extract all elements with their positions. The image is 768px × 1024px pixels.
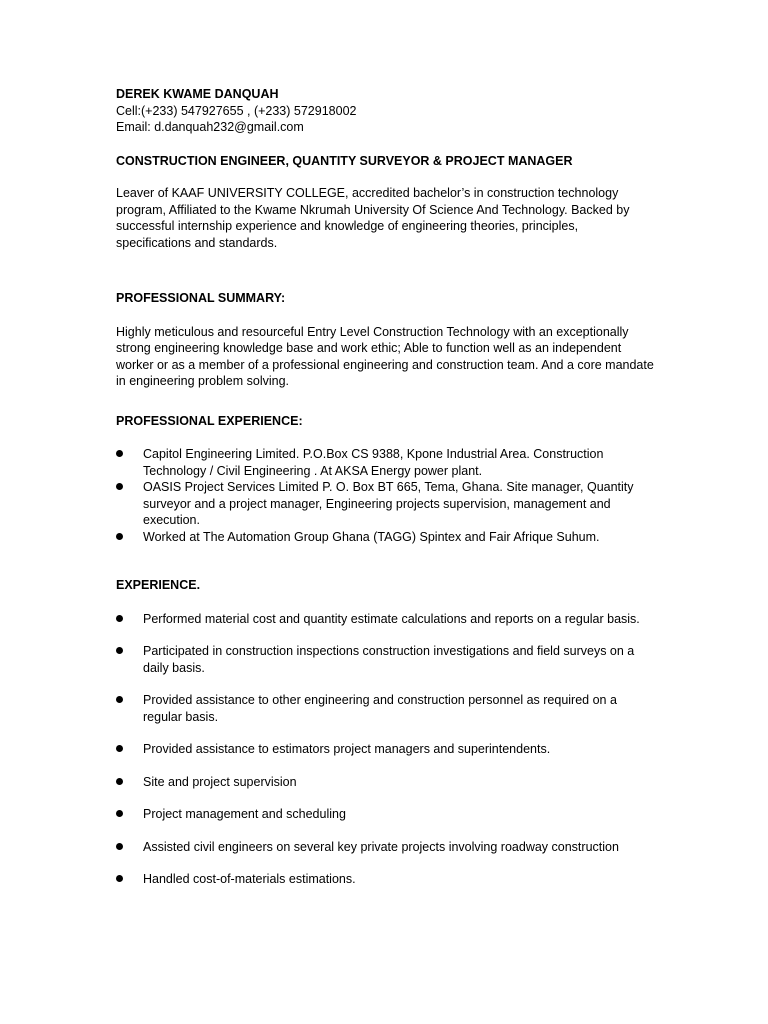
bullet-icon <box>116 843 123 850</box>
intro-paragraph: Leaver of KAAF UNIVERSITY COLLEGE, accredited bachelor’s in construction technology program, Affiliated to the Kwame Nkrumah University Of Science And Technology. Backed by successful internship experience and knowledge of engineering theories, principles, specifications and standards. <box>116 186 630 250</box>
list-item <box>116 774 656 791</box>
list-item-text: Handled cost-of-materials estimations. <box>143 872 356 886</box>
list-item-text: Provided assistance to estimators project managers and superintendents. <box>143 742 551 756</box>
list-item <box>116 871 656 888</box>
bullet-icon <box>116 745 123 752</box>
bullet-icon <box>116 810 123 817</box>
list-item <box>116 529 656 546</box>
bullet-icon <box>116 533 123 540</box>
professional-experience-heading: PROFESSIONAL EXPERIENCE: <box>116 413 303 428</box>
bullet-icon <box>116 483 123 490</box>
bullet-icon <box>116 778 123 785</box>
list-item <box>116 806 656 823</box>
list-item-text: Project management and scheduling <box>143 807 346 821</box>
bullet-icon <box>116 615 123 622</box>
list-item-text: Site and project supervision <box>143 774 297 789</box>
list-item <box>116 741 656 758</box>
list-item-text: Participated in construction inspections construction investigations and field surveys on a daily basis. <box>143 644 635 675</box>
bullet-icon <box>116 696 123 703</box>
summary-paragraph: Highly meticulous and resourceful Entry Level Construction Technology with an exceptionally strong engineering knowledge base and work ethic; Able to function well as an independent worker or as a member of a professional engineering and construction team. And a core mandate in engineering problem solving. <box>116 324 654 388</box>
list-item-text: Performed material cost and quantity estimate calculations and reports on a regular basis. <box>143 611 640 626</box>
email-address: Email: d.danquah232@gmail.com <box>116 120 304 134</box>
list-item <box>116 479 656 529</box>
list-item <box>116 611 656 628</box>
list-item <box>116 839 656 856</box>
bullet-icon <box>116 450 123 457</box>
bullet-icon <box>116 647 123 654</box>
list-item <box>116 643 656 676</box>
list-item <box>116 446 656 479</box>
experience-list <box>116 611 656 888</box>
bullet-icon <box>116 875 123 882</box>
list-item <box>116 692 656 725</box>
resume-document <box>116 86 656 904</box>
list-item-text: Provided assistance to other engineering and construction personnel as required on a regular basis. <box>143 693 617 724</box>
experience-heading: EXPERIENCE. <box>116 578 201 592</box>
professional-experience-list <box>116 446 656 545</box>
list-item-text: Assisted civil engineers on several key private projects involving roadway construction <box>143 839 619 854</box>
summary-heading: PROFESSIONAL SUMMARY: <box>116 291 286 305</box>
resume-title: CONSTRUCTION ENGINEER, QUANTITY SURVEYOR & PROJECT MANAGER <box>116 153 573 168</box>
candidate-name: DEREK KWAME DANQUAH <box>116 87 279 101</box>
list-item-text: Worked at The Automation Group Ghana (TAGG) Spintex and Fair Afrique Suhum. <box>143 529 600 544</box>
list-item-text: OASIS Project Services Limited P. O. Box BT 665, Tema, Ghana. Site manager, Quantity surveyor and a project manager, Engineering projects supervision, management and execution. <box>143 480 634 527</box>
phone-numbers: Cell:(+233) 547927655 , (+233) 572918002 <box>116 103 357 118</box>
list-item-text: Capitol Engineering Limited. P.O.Box CS 9388, Kpone Industrial Area. Construction Technology / Civil Engineering . At AKSA Energy power plant. <box>143 447 604 478</box>
